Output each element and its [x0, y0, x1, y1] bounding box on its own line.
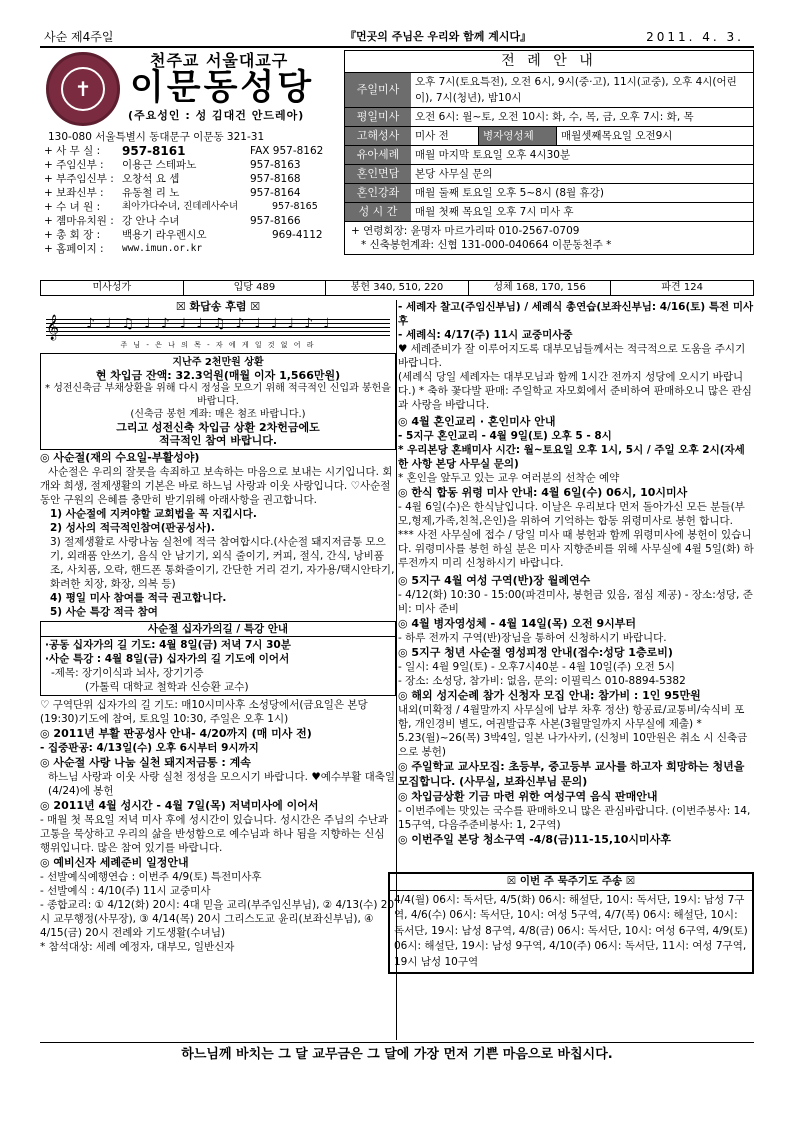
- church-seal-icon: ✝: [46, 52, 120, 126]
- rosary-prayer-title: ☒ 이번 주 묵주기도 주송 ☒: [390, 874, 752, 891]
- way-of-cross-box: 사순절 십자가의길 / 특강 안내 ·공동 십자가의 길 기도: 4월 8일(금) 저녁 7시 30분 ·사순 특강 : 4월 8일(금) 십자가의 길 기도에 이어서 -제목: 장기이식과 뇌사, 장기기증 (가톨릭 대학교 철학과 신승환 교수): [40, 621, 396, 696]
- right-column: - 세례자 찰고(주임신부님) / 세례식 총연습(보좌신부님: 4/16(토) 특전 미사 후 - 세례식: 4/17(주) 11시 교중미사중 ♥ 세례준비가 잘 이루어지도록 대부모님들께서는 적극적으로 도움을 주시기 바랍니다. (세례식 당일 세례자는 대부모님과 함께 1시간 전까지 성당에 오시기 바랍니다.) * 축하 꽃다발 판매: 주일학교 자모회에서 준비하여 판매하오니 많은 관심과 사랑을 바랍니다. ◎ 4월 혼인교리 · 혼인미사 안내 - 5지구 혼인교리 - 4월 9일(토) 오후 5 - 8시 * 우리본당 혼배미사 시간: 월~토요일 오후 1시, 5시 / 주일 오후 2시(자세한 사항 본당 사무실 문의) * 혼인을 앞두고 있는 교우 여러분의 선착순 예약 ◎ 한식 합동 위령 미사 안내: 4월 6일(수) 06시, 10시미사 - 4월 6일(수)은 한식날입니다. 이날은 우리보다 먼저 돌아가신 모든 분들(부모,형제,가족,친척,은인)을 위하여 기억하는 합동 위령미사로 봉헌 합니다. *** 사전 사무실에 접수 / 당일 미사 때 봉헌과 함께 위령미사에 봉헌이 있습니다. 위령미사를 봉헌 하실 분은 미사 지향준비를 위해 사무실에 4월 5일(화) 하루전까지 미리 신청하시기 바랍니다. ◎ 5지구 4월 여성 구역(반)장 월례연수 - 4/12(화) 10:30 - 15:00(파견미사, 봉헌금 있음, 점심 제공) - 장소:성당, 준비: 미사 준비 ◎ 4월 병자영성체 - 4월 14일(목) 오전 9시부터 - 하루 전까지 구역(반)장님을 통하여 신청하시기 바랍니다. ◎ 5지구 청년 사순절 영성피정 안내(접수:성당 1층로비) - 일시: 4월 9일(토) - 오후7시40분 - 4월 10일(주) 오전 5시 - 장소: 소성당, 참가비: 없음, 문의: 이필릭스 010-8894-5382 ◎ 해외 성지순례 참가 신청자 모집 안내: 참가비 : 1인 95만원 내외(미확정 / 4월말까지 사무실에 납부 차후 정산) 항공료/교통비/숙식비 포함, 개인경비 별도, 여권발급후 사본(3월말일까지 사무실에 제출) * 5.23(월)~26(목) 3박4일, 일본 나가사키, (신청비 10만원은 취소 시 신축금으로 봉헌) ◎ 주일학교 교사모집: 초등부, 중고등부 교사를 하고자 희망하는 청년을 모집합니다. (사무실, 보좌신부님 문의) ◎ 차입금상환 기금 마련 위한 여성구역 음식 판매안내 - 이번주에는 맛있는 국수를 판매하오니 많은 관심바랍니다. (이번주봉사: 14, 15구역, 다음주준비봉사: 1, 2구역) ◎ 이번주일 본당 청소구역 -4/8(금)11-15,10시미사후: [398, 301, 754, 846]
- week-label: 사순 제4주일: [44, 30, 114, 44]
- hymn-lyrics: 주 님 - 은 나 의 목 - 자 에 게 일 것 없 어 라: [120, 340, 316, 349]
- memorial-mass-heading: ◎ 한식 합동 위령 미사 안내: 4월 6일(수) 06시, 10시미사: [398, 486, 688, 499]
- lent-heading: ◎ 사순절(재의 수요일-부활성야): [40, 450, 200, 464]
- contact-row: + 총 회 장 : 백용기 라우렌시오 969-4112: [44, 229, 323, 241]
- footer-rule: [40, 1042, 754, 1043]
- schedule-row: 유아세례 매월 마지막 토요일 오후 4시30분: [345, 146, 753, 165]
- homepage-link[interactable]: www.imun.or.kr: [122, 243, 203, 254]
- liturgy-schedule: [344, 50, 754, 255]
- food-sale-heading: ◎ 차입금상환 기금 마련 위한 여성구역 음식 판매안내: [398, 790, 658, 803]
- motto: 『먼곳의 주님은 우리와 함께 계시다』: [345, 30, 532, 43]
- footer-message: 하느님께 바치는 그 달 교무금은 그 달에 가장 먼저 기쁜 마음으로 바칩시다.: [181, 1047, 613, 1062]
- sick-communion-heading: ◎ 4월 병자영성체 - 4월 14일(목) 오전 9시부터: [398, 617, 637, 630]
- fund-notice: 지난주 2천만원 상환 현 차입금 잔액: 32.3억원(매월 이자 1,566만원) * 성전신축금 부채상환을 위해 다시 정성을 모으기 위해 적극적인 신입과 봉헌을 바랍니다. (신축금 봉헌 계좌: 매은 첨조 바랍니다.) 그리고 성전신축 차입금 상환 2차헌금에도 적극적인 참여 바랍니다.: [40, 353, 396, 450]
- confession-heading: ◎ 2011년 부활 판공성사 안내- 4/20까지 (매 미사 전): [40, 726, 312, 740]
- rosary-prayer-schedule: 4/4(월) 06시: 독서단, 4/5(화) 06시: 해설단, 10시: 독서단, 19시: 남성 7구역, 4/6(수) 06시: 독서단, 10시: 여성 5구역, 4/7(목) 06시: 해설단, 10시: 독서단, 19시: 남성 8구역, 4/8(금) 06시: 독서단, 10시: 여성 6구역, 4/9(토) 06시: 해설단, 19시: 남성 9구역, 4/10(주) 06시: 독서단, 11시: 여성 7구역, 19시 남성 10구역: [394, 893, 748, 968]
- contact-row: + 주임신부 : 이용근 스테파노 957-8163: [44, 159, 301, 171]
- contact-row: + 보좌신부 : 유동철 리 노 957-8164: [44, 187, 301, 199]
- schedule-row: 주일미사 오후 7시(토요특전), 오전 6시, 9시(중·고), 11시(교중), 오후 4시(어린이), 7시(청년), 밤10시: [345, 73, 753, 108]
- schedule-row: 혼인강좌 매월 둘째 토요일 오후 5~8시 (8월 휴강): [345, 184, 753, 203]
- contact-row: + 젬마유치원 : 강 안나 수녀 957-8166: [44, 215, 301, 227]
- schedule-row: 성 시 간 매월 첫째 목요일 오후 7시 미사 후: [345, 203, 753, 222]
- mass-hymn-numbers: 미사성가 입당 489 봉헌 340, 510, 220 성체 168, 170, 156 파견 124: [40, 280, 754, 296]
- left-column: ☒ 화답송 후렴 ☒ 𝄞 ♪♩♫♩♪♩♩♫♪♩♩♩♪♩ 주 님 - 은 나 의 목 - 자 에 게 일 것 없 어 라 지난주 2천만원 상환 현 차입금 잔액: 32.3억원(매월 이자 1,566만원) * 성전신축금 부채상환을 위해 다시 정성을 모으기 위해 적극적인 신입과 봉헌을 바랍니다. (신축금 봉헌 계좌: 매은 첨조 바랍니다.) 그리고 성전신축 차입금 상환 2차헌금에도 적극적인 참여 바랍니다. ◎ 사순절(재의 수요일-부활성야) 사순절은 우리의 잘못을 속죄하고 보속하는 마음으로 보내는 시기입니다. 회개와 희생, 절제생활의 기본은 바로 하느님 사랑과 이웃 사랑입니다. ♡사순절동안 구원의 은혜를 충만히 받기위해 아래사항을 권고합니다. 1) 사순절에 지켜야할 교회법을 꼭 지킵시다. 2) 성사의 적극적인참여(판공성사). 3) 절제생활로 사랑나눔 실천에 적극 참여합시다.(사순절 돼지저금통 모으기, 외래품 안쓰기, 음식 안 남기기, 외식 줄이기, 커피, 절식, 간식, 낭비품조, 사치품, 오락, 핸드폰 통화줄이기, 간단한 거리 걷기, 자가용/택시안타기, 화려한 치장, 화장, 의복 등) 4) 평일 미사 참여를 적극 권고합니다. 5) 사순 특강 적극 참여 사순절 십자가의길 / 특강 안내 ·공동 십자가의 길 기도: 4월 8일(금) 저녁 7시 30분 ·사순 특강 : 4월 8일(금) 십자가의 길 기도에 이어서 -제목: 장기이식과 뇌사, 장기기증 (가톨릭 대학교 철학과 신승환 교수) ♡ 구역단위 십자가의 길 기도: 매10시미사후 소성당에서(금요일은 본당(19:30)기도에 참여, 토요일 10:30, 주일은 오후 1시) ◎ 2011년 부활 판공성사 안내- 4/20까지 (매 미사 전) - 집중판공: 4/13일(수) 오후 6시부터 9시까지 ◎ 사순절 사랑 나눔 실천 돼지저금통 : 계속 하느님 사랑과 이웃 사랑 실천 정성을 모으시기 바랍니다. ♥예수부활 대축일(4/24)에 봉헌 ◎ 2011년 4월 성시간 - 4월 7일(목) 저녁미사에 이어서 - 매월 첫 목요일 저녁 미사 후에 성시간이 있습니다. 성시간은 주님의 수난과 고통을 묵상하고 우리의 삶을 반성함으로 예수님과 하나 됨을 지향하는 신심 행위입니다. 많은 참여 있기를 바랍니다. ◎ 예비신자 세례준비 일정안내 - 선발예식예행연습 : 이번주 4/9(토) 특전미사후 - 선발예식 : 4/10(주) 11시 교중미사 - 종합교리: ① 4/12(화) 20시: 4대 믿을 교리(부주임신부님), ② 4/13(수) 20시 교무행정(사무장), ③ 4/14(목) 20시 그리스도교 윤리(보좌신부님), ④ 4/15(금) 20시 전례와 기도생활(수녀님) * 참석대상: 세례 예정자, 대부모, 일반신자: [40, 300, 396, 953]
- schedule-footer: + 연령회장: 윤명자 마르가리따 010-2567-0709 * 신축봉헌계좌: 신협 131-000-040664 이문동천주 *: [351, 225, 612, 251]
- contact-info: [40, 130, 340, 256]
- header-rule: [40, 46, 754, 48]
- church-name: 이문동성당: [130, 68, 315, 108]
- contact-row: + 사 무 실 : 957-8161 FAX 957-8162: [44, 144, 324, 158]
- sharing-heading: ◎ 사순절 사랑 나눔 실천 돼지저금통 : 계속: [40, 755, 251, 769]
- contact-row[interactable]: + 홈페이지 : www.imun.or.kr: [44, 243, 203, 255]
- issue-date: 2011. 4. 3.: [646, 30, 744, 44]
- schedule-title: 전 례 안 내: [345, 51, 753, 73]
- hymn-title: ☒ 화답송 후렴 ☒: [175, 300, 261, 313]
- rosary-prayer-box: [388, 872, 754, 974]
- women-leaders-heading: ◎ 5지구 4월 여성 구역(반)장 월례연수: [398, 574, 591, 587]
- pilgrimage-heading: ◎ 해외 성지순례 참가 신청자 모집 안내: 참가비 : 1인 95만원: [398, 689, 701, 702]
- cleaning-heading: ◎ 이번주일 본당 청소구역 -4/8(금)11-15,10시미사후: [398, 833, 671, 846]
- contact-row: + 부주임신부 : 오창석 요 셉 957-8168: [44, 173, 301, 185]
- youth-retreat-heading: ◎ 5지구 청년 사순절 영성피정 안내(접수:성당 1층로비): [398, 646, 673, 659]
- patron-saint: (주요성인 : 성 김대건 안드레아): [128, 109, 305, 122]
- contact-row: + 수 녀 원 : 최아가다수녀, 진데레사수녀 957-8165: [44, 201, 318, 213]
- baptism-heading: ◎ 예비신자 세례준비 일정안내: [40, 855, 189, 869]
- teacher-recruit-heading: ◎ 주일학교 교사모집: 초등부, 중고등부 교사를 하고자 희망하는 청년을 모집합니다. (사무실, 보좌신부님 문의): [398, 760, 745, 788]
- schedule-row: 평일미사 오전 6시: 월~토, 오전 10시: 화, 수, 목, 금, 오후 7시: 화, 목: [345, 108, 753, 127]
- schedule-row: 혼인면담 본당 사무실 문의: [345, 165, 753, 184]
- music-staff-icon: 𝄞 ♪♩♫♩♪♩♩♫♪♩♩♩♪♩: [46, 317, 390, 339]
- schedule-row: 고해성사 미사 전 병자영성체 매월셋째목요일 오전9시: [345, 127, 753, 146]
- address: 130-080 서울특별시 동대문구 이문동 321-31: [48, 131, 265, 143]
- marriage-heading: ◎ 4월 혼인교리 · 혼인미사 안내: [398, 415, 556, 428]
- diocese-name: 천주교 서울대교구: [150, 51, 289, 70]
- holy-hour-heading: ◎ 2011년 4월 성시간 - 4월 7일(목) 저녁미사에 이어서: [40, 798, 319, 812]
